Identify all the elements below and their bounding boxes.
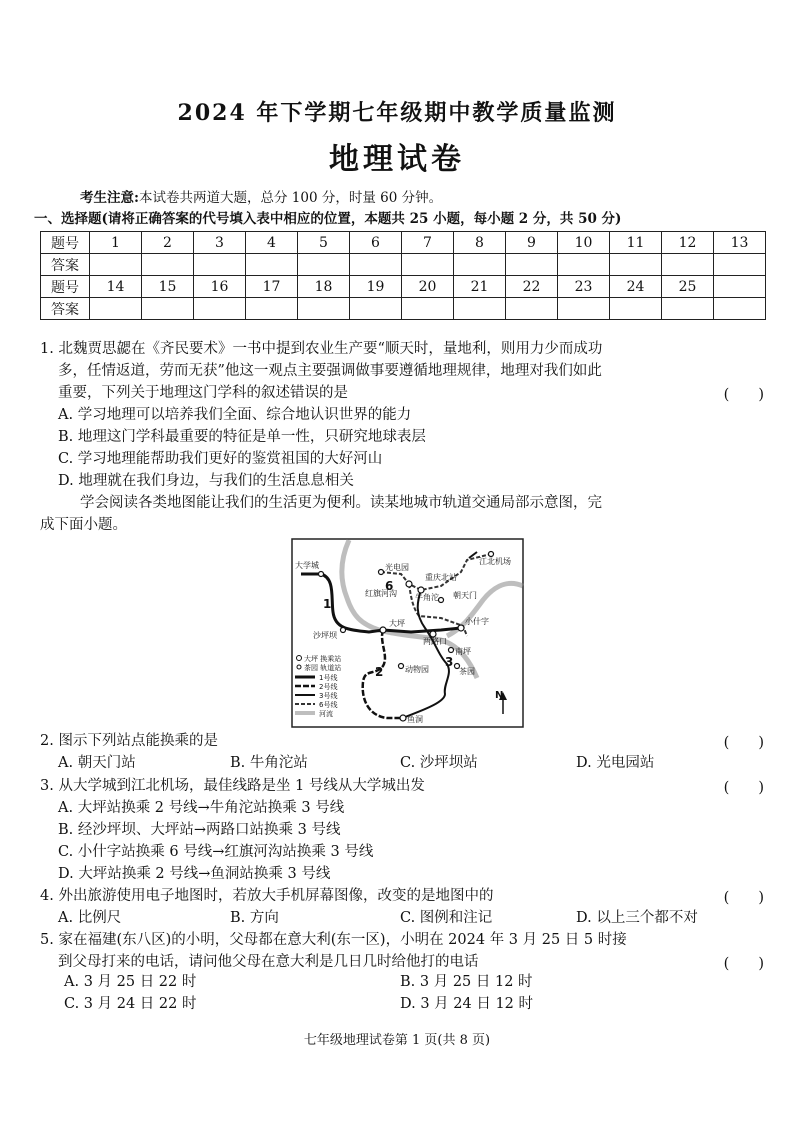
q2-option-c[interactable]: C. 沙坪坝站 [400, 755, 478, 771]
exam-notice [80, 186, 442, 206]
answer-cell[interactable] [558, 298, 610, 320]
north-label: N [495, 690, 504, 701]
answer-bracket: ( ) [723, 956, 764, 972]
station-marker [489, 552, 494, 557]
line-number-label: 2 [375, 665, 384, 679]
station-label: 红旗河沟 [365, 589, 397, 598]
answer-cell[interactable] [506, 298, 558, 320]
answer-bracket: ( ) [723, 735, 764, 751]
q1-stem-line: 多，任情返道，劳而无获”他这一观点主要强调做事要遵循地理规律，地理对我们如此 [58, 363, 602, 379]
notice-text: 本试卷共两道大题，总分 100 分，时量 60 分钟。 [138, 190, 443, 206]
answer-cell[interactable] [246, 298, 298, 320]
row-label: 题号 [41, 276, 90, 298]
page-footer: 七年级地理试卷第 1 页(共 8 页) [303, 1033, 491, 1048]
station-label: 沙坪坝 [313, 631, 337, 640]
question-number: 25 [662, 276, 714, 298]
answer-cell[interactable] [194, 298, 246, 320]
answer-cell[interactable] [246, 254, 298, 276]
question-number: 4 [246, 232, 298, 254]
transfer-station-marker [400, 715, 406, 721]
station-label: 两路口 [423, 637, 447, 646]
answer-cell[interactable] [662, 298, 714, 320]
question-number: 18 [298, 276, 350, 298]
answer-cell[interactable] [454, 254, 506, 276]
answer-table-row [41, 298, 766, 320]
station-marker [379, 570, 384, 575]
transfer-station-marker [458, 625, 464, 631]
question-number: 7 [402, 232, 454, 254]
answer-bracket: ( ) [723, 780, 764, 796]
answer-cell[interactable] [714, 254, 766, 276]
q5-option-b[interactable]: B. 3 月 25 日 12 时 [400, 974, 533, 990]
answer-table [40, 231, 766, 320]
q1-stem-line: 重要，下列关于地理这门学科的叙述错误的是 [58, 385, 348, 401]
legend-item: 大坪 换乘站 [304, 655, 342, 663]
question-number: 20 [402, 276, 454, 298]
answer-table-row [41, 232, 766, 254]
question-number: 6 [350, 232, 402, 254]
legend-item: 3号线 [319, 692, 338, 700]
q3-stem: 3. 从大学城到江北机场，最佳线路是坐 1 号线从大学城出发 [40, 778, 425, 794]
question-number: 11 [610, 232, 662, 254]
q2-option-d[interactable]: D. 光电园站 [576, 755, 655, 771]
station-label: 南坪 [455, 647, 471, 656]
answer-bracket: ( ) [723, 387, 764, 403]
answer-cell[interactable] [194, 254, 246, 276]
legend-item: 2号线 [319, 683, 338, 691]
row-label: 答案 [41, 254, 90, 276]
station-label: 大学城 [295, 561, 319, 570]
intro-line: 成下面小题。 [40, 517, 127, 533]
section-heading: 一、选择题(请将正确答案的代号填入表中相应的位置，本题共 25 小题，每小题 2 分，共 50 分) [34, 211, 622, 227]
q1-option-c[interactable]: C. 学习地理能帮助我们更好的鉴赏祖国的大好河山 [58, 451, 383, 467]
q4-option-b[interactable]: B. 方向 [230, 910, 279, 926]
question-number: 10 [558, 232, 610, 254]
answer-cell[interactable] [350, 254, 402, 276]
answer-cell[interactable] [142, 254, 194, 276]
q2-option-a[interactable]: A. 朝天门站 [58, 755, 136, 771]
question-number: 5 [298, 232, 350, 254]
answer-cell[interactable] [298, 298, 350, 320]
question-number: 9 [506, 232, 558, 254]
question-number: 13 [714, 232, 766, 254]
question-number: 19 [350, 276, 402, 298]
station-marker [319, 572, 324, 577]
answer-cell[interactable] [454, 298, 506, 320]
question-number: 8 [454, 232, 506, 254]
question-number: 1 [90, 232, 142, 254]
answer-cell[interactable] [610, 254, 662, 276]
q1-stem-line: 1. 北魏贾思勰在《齐民要术》一书中提到农业生产要“顺天时，量地利，则用力少而成功 [40, 341, 603, 357]
q5-option-d[interactable]: D. 3 月 24 日 12 时 [400, 996, 533, 1012]
answer-cell[interactable] [506, 254, 558, 276]
q5-stem-line: 到父母打来的电话，请问他父母在意大利是几日几时给他打的电话 [58, 954, 479, 970]
q3-option-b[interactable]: B. 经沙坪坝、大坪站→两路口站换乘 3 号线 [58, 822, 341, 838]
question-number [714, 276, 766, 298]
question-number: 24 [610, 276, 662, 298]
station-label: 小什字 [465, 617, 489, 626]
exam-title-line1: 2024 年下学期七年级期中教学质量监测 [177, 100, 617, 126]
q3-option-c[interactable]: C. 小什字站换乘 6 号线→红旗河沟站换乘 3 号线 [58, 844, 374, 860]
transfer-station-marker [406, 581, 412, 587]
legend-item: 茶园 轨道站 [304, 664, 342, 672]
answer-cell[interactable] [298, 254, 350, 276]
notice-label: 考生注意: [80, 190, 139, 206]
answer-cell[interactable] [610, 298, 662, 320]
q1-option-d[interactable]: D. 地理就在我们身边，与我们的生活息息相关 [58, 473, 354, 489]
station-marker [449, 648, 454, 653]
answer-bracket: ( ) [723, 890, 764, 906]
q2-option-b[interactable]: B. 牛角沱站 [230, 755, 308, 771]
exam-title: 地理试卷 [329, 142, 465, 177]
station-label: 大坪 [389, 619, 405, 628]
legend-item: 河流 [319, 710, 333, 718]
transfer-station-marker [380, 627, 386, 633]
q4-option-c[interactable]: C. 图例和注记 [400, 910, 493, 926]
question-number: 12 [662, 232, 714, 254]
answer-cell[interactable] [350, 298, 402, 320]
station-label: 鱼洞 [407, 715, 423, 724]
answer-cell[interactable] [142, 298, 194, 320]
question-number: 3 [194, 232, 246, 254]
station-label: 牛角沱 [415, 593, 439, 602]
q4-option-d[interactable]: D. 以上三个都不对 [576, 910, 698, 926]
answer-cell[interactable] [558, 254, 610, 276]
question-number: 17 [246, 276, 298, 298]
q2-stem: 2. 图示下列站点能换乘的是 [40, 733, 218, 749]
answer-cell[interactable] [714, 298, 766, 320]
question-number: 2 [142, 232, 194, 254]
station-label: 朝天门 [453, 591, 477, 600]
q5-option-a[interactable]: A. 3 月 25 日 22 时 [64, 974, 197, 990]
station-label: 重庆北站 [425, 573, 457, 582]
station-marker [341, 628, 346, 633]
question-number: 14 [90, 276, 142, 298]
q5-option-c[interactable]: C. 3 月 24 日 22 时 [64, 996, 197, 1012]
q4-option-a[interactable]: A. 比例尺 [58, 910, 122, 926]
legend-item: 1号线 [319, 674, 338, 682]
station-label: 江北机场 [479, 557, 511, 566]
q5-stem-line: 5. 家在福建(东八区)的小明，父母都在意大利(东一区)，小明在 2024 年 3 月 25 日 5 时接 [40, 932, 627, 948]
question-number: 15 [142, 276, 194, 298]
row-label: 答案 [41, 298, 90, 320]
question-number: 21 [454, 276, 506, 298]
question-number: 22 [506, 276, 558, 298]
station-label: 动物园 [405, 665, 429, 674]
station-marker [439, 598, 444, 603]
q3-option-d[interactable]: D. 大坪站换乘 2 号线→鱼洞站换乘 3 号线 [58, 866, 331, 882]
q3-option-a[interactable]: A. 大坪站换乘 2 号线→牛角沱站换乘 3 号线 [58, 800, 345, 816]
line-number-label: 6 [385, 579, 394, 593]
line-number-label: 1 [323, 597, 332, 611]
question-number: 16 [194, 276, 246, 298]
answer-cell[interactable] [402, 298, 454, 320]
line-number-label: 3 [445, 655, 454, 669]
station-label: 茶园 [459, 667, 475, 676]
answer-cell[interactable] [662, 254, 714, 276]
answer-table-row [41, 254, 766, 276]
station-marker [399, 664, 404, 669]
answer-cell[interactable] [402, 254, 454, 276]
station-label: 光电园 [385, 563, 409, 572]
answer-table-row [41, 276, 766, 298]
q4-stem: 4. 外出旅游使用电子地图时，若放大手机屏幕图像，改变的是地图中的 [40, 888, 494, 904]
answer-cell[interactable] [90, 298, 142, 320]
metro-map [291, 538, 524, 728]
intro-line: 学会阅读各类地图能让我们的生活更为便利。读某地城市轨道交通局部示意图，完 [80, 495, 602, 511]
answer-cell[interactable] [90, 254, 142, 276]
question-number: 23 [558, 276, 610, 298]
row-label: 题号 [41, 232, 90, 254]
q1-option-a[interactable]: A. 学习地理可以培养我们全面、综合地认识世界的能力 [58, 407, 412, 423]
legend-item: 6号线 [319, 701, 338, 709]
q1-option-b[interactable]: B. 地理这门学科最重要的特征是单一性，只研究地球表层 [58, 429, 426, 445]
